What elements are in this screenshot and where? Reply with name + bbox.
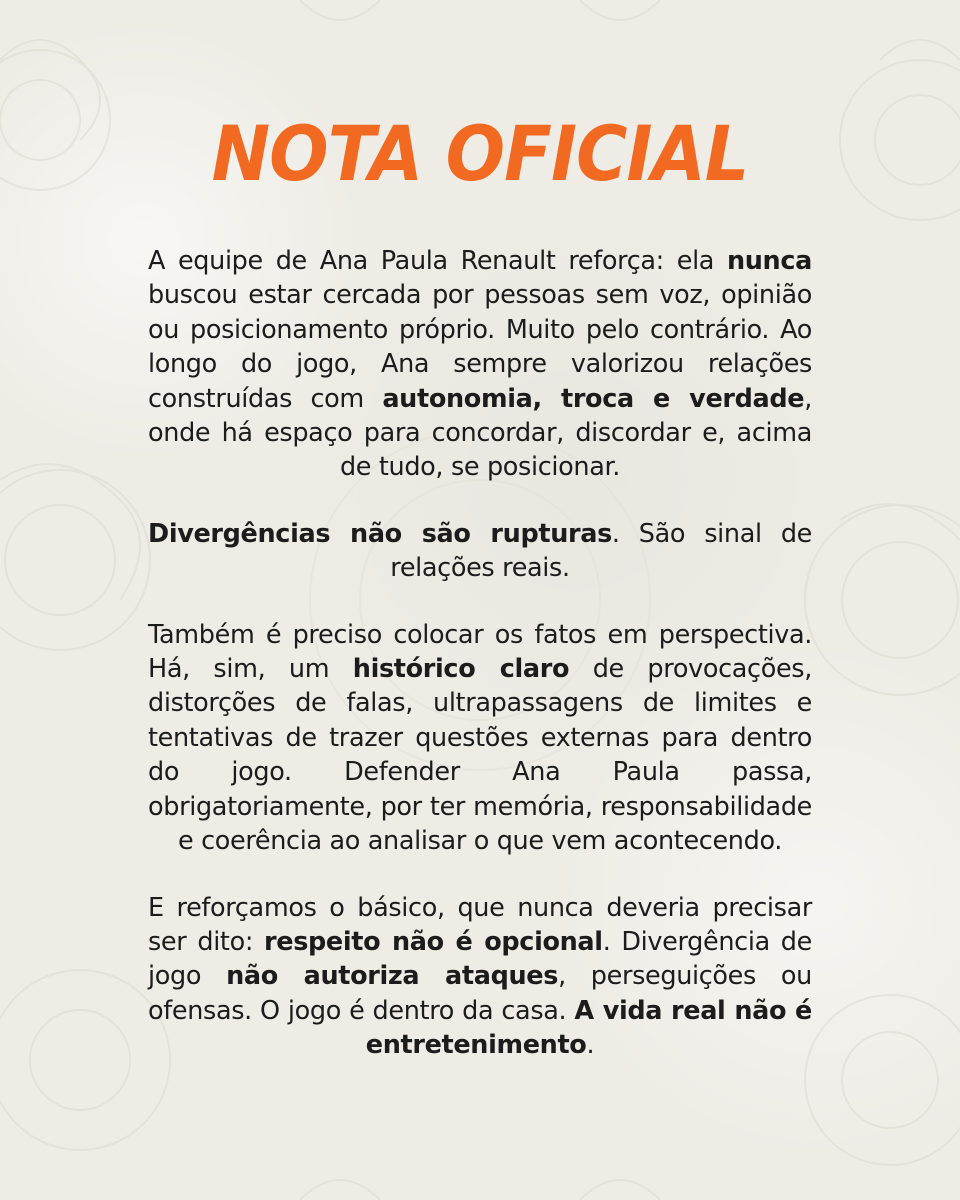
paragraph-1-bold-2: autonomia, troca e verdade	[382, 383, 805, 414]
paragraph-2-text-1: . São sinal de relações reais.	[390, 518, 812, 584]
paragraph-1-bold-1: nunca	[726, 246, 812, 276]
paragraph-4-text-4: .	[586, 1030, 595, 1061]
paragraph-4-bold-3: A vida real não é entretenimento	[365, 995, 813, 1061]
paragraph-1-text-3: , onde há espaço para concordar, discordar e, acima de tudo, se posicionar.	[148, 383, 813, 483]
paragraph-3-bold-1: histórico claro	[352, 654, 570, 685]
paragraph-4-text-3: , perseguições ou ofensas. O jogo é dentro da casa.	[148, 961, 812, 1026]
paragraph-1-text-2: buscou estar cercada por pessoas sem voz, opinião ou posicionamento próprio. Muito pelo contrário. Ao longo do jogo, Ana sempre valorizou relações construídas com	[148, 280, 812, 414]
paragraph-2	[148, 517, 812, 586]
official-note	[148, 108, 812, 1095]
paragraph-4-bold-2: não autoriza ataques	[226, 961, 559, 992]
paragraph-1	[148, 244, 812, 485]
paragraph-4-text-1: E reforçamos o básico, que nunca deveria precisar ser dito:	[148, 892, 812, 957]
page-title: NOTA OFICIAL	[211, 109, 749, 198]
paragraph-3-text-1: Também é preciso colocar os fatos em perspectiva. Há, sim, um	[148, 619, 812, 685]
paragraph-4-text-2: . Divergência de jogo	[148, 926, 812, 992]
paragraph-2-bold-1: Divergências não são rupturas	[148, 518, 612, 549]
paragraph-3	[148, 618, 812, 859]
paragraph-3-text-2: de provocações, distorções de falas, ultrapassagens de limites e tentativas de trazer questões externas para dentro do jogo. Defender Ana Paula passa, obrigatoriamente, por ter memória, responsabilidade e coerência ao analisar o que vem acontecendo.	[148, 654, 812, 857]
paragraph-1-text-1: A equipe de Ana Paula Renault reforça: ela	[148, 246, 727, 276]
paragraph-4	[148, 891, 812, 1063]
paragraph-4-bold-1: respeito não é opcional	[264, 926, 603, 957]
